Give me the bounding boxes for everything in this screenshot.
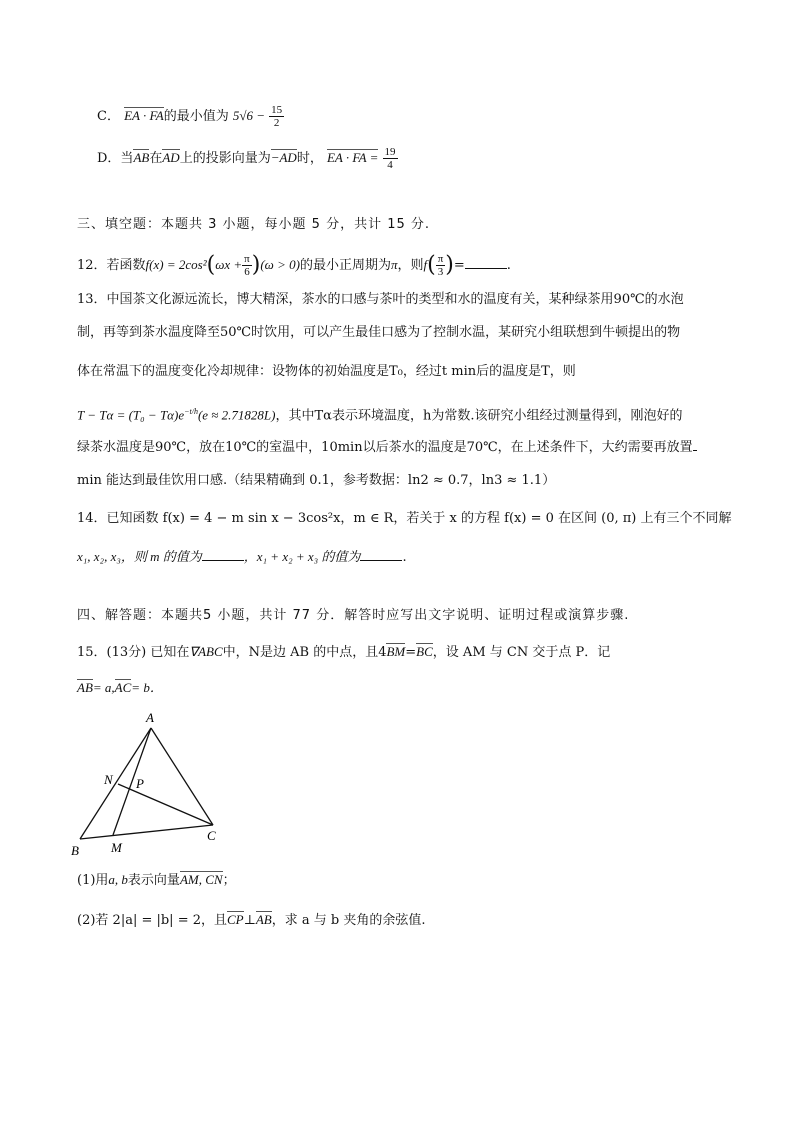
- label-n: N: [104, 772, 113, 787]
- option-text: 时，: [296, 151, 323, 166]
- vector: AB: [133, 150, 150, 165]
- vector: CP: [227, 912, 244, 927]
- q-text: .: [402, 550, 407, 565]
- q-text: 的最小正周期为: [299, 258, 391, 273]
- vector: AD: [162, 150, 180, 165]
- q-text: .: [506, 258, 511, 273]
- q-text: (2)若 2|a| = |b| = 2，且: [77, 913, 227, 928]
- triangle-figure: [68, 708, 248, 858]
- q15-line-2: [77, 678, 163, 699]
- q-text: ，x₁ + x₂ + x₃ 的值为: [243, 549, 361, 564]
- q-text: 15．(13分) 已知在: [77, 645, 190, 660]
- option-text: 上的投影向量为: [179, 151, 271, 166]
- q13-line-5: [77, 438, 697, 458]
- math: a, b: [108, 872, 128, 887]
- vector-product: EA · FA: [124, 108, 164, 123]
- formula: (e ≈ 2.71828L): [197, 407, 276, 423]
- fraction: [269, 104, 284, 129]
- q-text: (1)用: [77, 873, 109, 888]
- math: f(x) = 2cos²: [145, 257, 207, 272]
- vector: AC: [114, 680, 132, 695]
- option-text: 在: [149, 151, 163, 166]
- vector: BC: [416, 644, 433, 659]
- fraction-numerator: π: [244, 253, 250, 265]
- option-d: [97, 146, 398, 171]
- fraction: [383, 146, 398, 171]
- formula: T − Tα = (T₀ − Tα)e: [77, 407, 185, 423]
- section-heading-4: 四、解答题：本题共5 小题，共计 77 分．解答时应写出文字说明、证明过程或演算步骤.: [77, 608, 630, 623]
- option-label: D．当: [97, 151, 134, 166]
- option-label: C．: [97, 109, 120, 124]
- q-text: ⊥: [243, 913, 256, 928]
- paren-right: ): [445, 252, 454, 278]
- fraction-numerator: π: [437, 253, 444, 265]
- fraction-numerator: 15: [271, 104, 283, 116]
- vector: −AD: [270, 150, 297, 165]
- question-12: [77, 253, 511, 278]
- q14-line-2: [77, 547, 407, 568]
- answer-blank[interactable]: [465, 256, 507, 269]
- side-ac: [151, 728, 213, 825]
- vector: AM, CN: [179, 872, 223, 887]
- q15-part-1: [77, 870, 236, 891]
- fraction-denominator: 3: [437, 266, 444, 278]
- q13-line-1: 13．中国茶文化源远流长，博大精深，茶水的口感与茶叶的类型和水的温度有关，某种绿茶用90℃的水泡: [77, 292, 684, 307]
- segment-cn: [118, 784, 213, 825]
- answer-blank[interactable]: [202, 548, 244, 561]
- q-text: ，设 AM 与 CN 交于点 P．记: [432, 645, 611, 660]
- math: = b．: [131, 680, 163, 695]
- vector: AB: [255, 912, 272, 927]
- q-text: ，则: [397, 258, 424, 273]
- option-c: [97, 104, 284, 129]
- answer-blank[interactable]: [693, 438, 697, 451]
- section-heading-3: 三、填空题：本题共 3 小题，每小题 5 分，共计 15 分.: [77, 217, 431, 232]
- label-c: C: [207, 828, 216, 843]
- q-text: ，其中Tα表示环境温度，h为常数.该研究小组经过测量得到，刚泡好的: [275, 408, 683, 424]
- formula-exponent: −t/h: [184, 407, 198, 416]
- fraction-denominator: 2: [273, 117, 280, 129]
- math: ∇ABC: [189, 644, 223, 659]
- paren-right: ): [251, 252, 261, 278]
- label-b: B: [71, 843, 79, 858]
- fraction: [436, 253, 446, 278]
- q-text: 绿茶水温度是90℃，放在10℃的室温中，10min以后茶水的温度是70℃，在上述条件下，大约需要再放置: [77, 440, 693, 455]
- fraction-denominator: 4: [387, 159, 393, 171]
- math: (ω > 0): [260, 257, 300, 272]
- q13-line-2: 制，再等到茶水温度降至50℃时饮用，可以产生最佳口感为了控制水温，某研究小组联想到牛顿提出的物: [77, 325, 681, 340]
- label-m: M: [111, 840, 122, 855]
- q-text: ；: [222, 873, 236, 888]
- side-bc: [80, 825, 213, 839]
- q13-line-3: 体在常温下的温度变化冷却规律：设物体的初始温度是T₀，经过t min后的温度是T，则: [77, 364, 576, 379]
- label-p: P: [136, 776, 144, 791]
- vector-product: EA · FA =: [326, 150, 379, 165]
- q-text: 表示向量: [127, 873, 180, 888]
- vector: BM: [386, 644, 406, 659]
- paren-left: (: [427, 252, 436, 278]
- q-text: =: [405, 645, 417, 660]
- q-text: 12．若函数: [77, 258, 146, 273]
- q13-line-6: min 能达到最佳饮用口感.（结果精确到 0.1，参考数据：ln2 ≈ 0.7，ln3 ≈ 1.1）: [77, 473, 556, 488]
- q13-line-4: [77, 402, 682, 426]
- math: π: [390, 257, 398, 272]
- q-text: x₁, x₂, x₃，则 m 的值为: [77, 549, 202, 564]
- segment-am: [113, 728, 151, 835]
- option-value: 5√6 −: [232, 108, 266, 123]
- q14-line-1: 14．已知函数 f(x) = 4 − m sin x − 3cos²x，m ∈ R，若关于 x 的方程 f(x) = 0 在区间 (0, π) 上有三个不同解: [77, 511, 732, 526]
- answer-blank[interactable]: [360, 548, 402, 561]
- math: ωx +: [215, 257, 243, 272]
- q15-part-2: [77, 910, 425, 931]
- fraction-numerator: 19: [384, 146, 396, 158]
- vector: AB: [77, 680, 93, 695]
- fraction: [242, 253, 252, 278]
- math: = a,: [92, 680, 115, 695]
- q-text: ，求 a 与 b 夹角的余弦值.: [271, 913, 426, 928]
- q-text: 中，N是边 AB 的中点，且4: [222, 645, 387, 660]
- paren-left: (: [206, 252, 216, 278]
- math: f: [423, 257, 428, 272]
- q-text: =: [453, 258, 465, 273]
- label-a: A: [146, 710, 154, 725]
- option-text: 的最小值为: [163, 109, 229, 124]
- q15-line-1: [77, 642, 610, 663]
- fraction-denominator: 6: [244, 266, 250, 278]
